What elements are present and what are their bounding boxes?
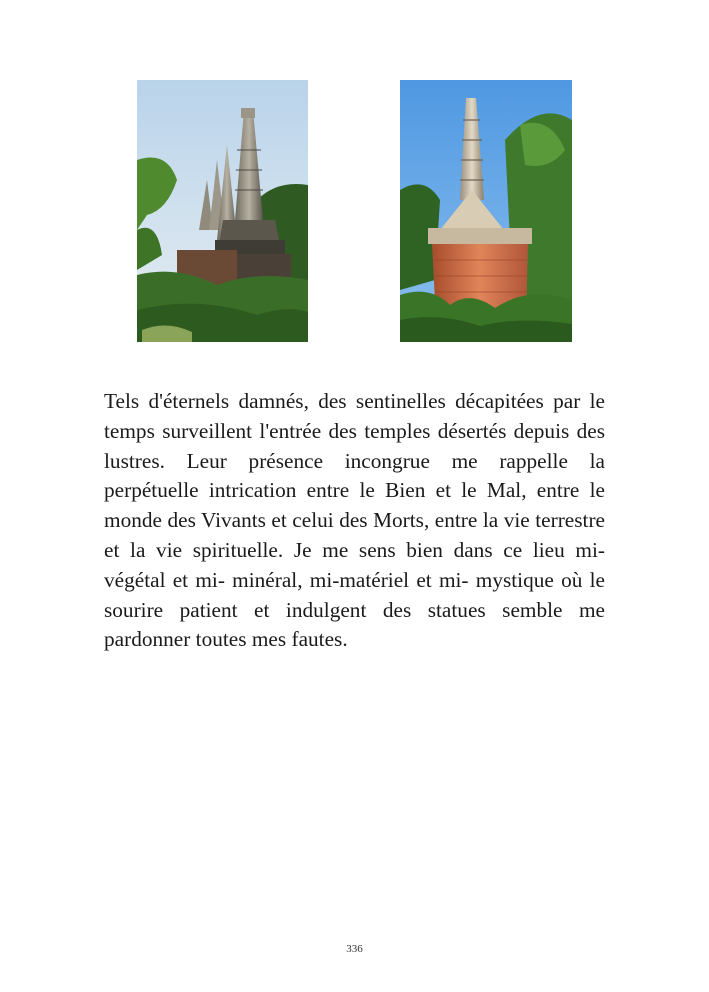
stupa-photo-right (400, 80, 572, 342)
stupa-photo-left (137, 80, 308, 342)
body-paragraph: Tels d'éternels damnés, des sentinelles décapitées par le temps surveillent l'entrée des temples désertés depuis des lustres. Leur présence incongrue me rappelle la perpétuelle intrication entre le Bien et le Mal, entre le monde des Vivants et celui des Morts, entre la vie terrestre et la vie spirituelle. Je me sens bien dans ce lieu mi- végétal et mi- minéral, mi-matériel et mi- mystique où le sourire patient et indulgent des statues semble me pardonner toutes mes fautes. (104, 389, 605, 652)
page-number: 336 (346, 943, 363, 955)
